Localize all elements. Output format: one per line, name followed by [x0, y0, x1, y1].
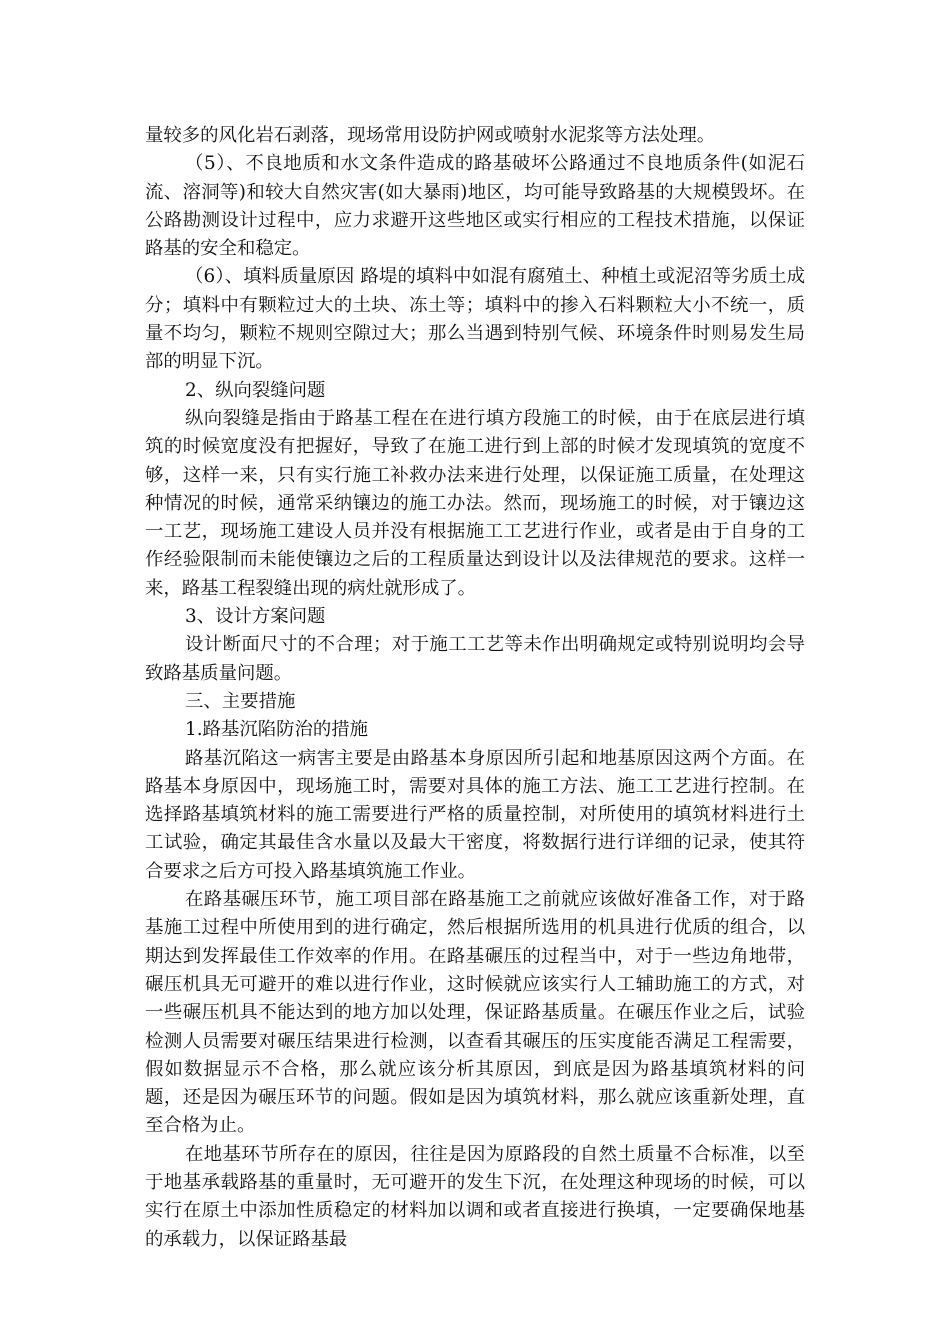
- paragraph-design-issues: 设计断面尺寸的不合理；对于施工工艺等未作出明确规定或特别说明均会导致路基质量问题。: [145, 634, 805, 684]
- subsection-heading-settlement-prevention: 1.路基沉陷防治的措施: [185, 719, 369, 741]
- paragraph-settlement-causes: 路基沉陷这一病害主要是由路基本身原因所引起和地基原因这两个方面。在路基本身原因中，现场施工时，需要对具体的施工方法、施工工艺进行控制。在选择路基填筑材料的施工需要进行严格的质量控制，对所使用的填筑材料进行土工试验，确定其最佳含水量以及最大干密度，将数据行进行详细的记录，使其符合要求之后方可投入路基填筑施工作业。: [145, 747, 805, 882]
- paragraph-item-5: （5）、不良地质和水文条件造成的路基破坏公路通过不良地质条件(如泥石流、溶洞等)和较大自然灾害(如大暴雨)地区，均可能导致路基的大规模毁坏。在公路勘测设计过程中，应力求避开这些地区或实行相应的工程技术措施，以保证路基的安全和稳定。: [145, 153, 805, 260]
- paragraph-longitudinal-cracks: 纵向裂缝是指由于路基工程在在进行填方段施工的时候，由于在底层进行填筑的时候宽度没有把握好，导致了在施工进行到上部的时候才发现填筑的宽度不够，这样一来，只有实行施工补救办法来进行处理，以保证施工质量，在处理这种情况的时候，通常采纳镶边的施工办法。然而，现场施工的时候，对于镶边这一工艺，现场施工建设人员并没有根据施工工艺进行作业，或者是由于自身的工作经验限制而未能使镶边之后的工程质量达到设计以及法律规范的要求。这样一来，路基工程裂缝出现的病灶就形成了。: [145, 407, 805, 599]
- section-heading-design-issues: 3、设计方案问题: [185, 606, 326, 628]
- paragraph-foundation: 在地基环节所存在的原因，往往是因为原路段的自然土质量不合标准，以至于地基承载路基的重量时，无可避开的发生下沉，在处理这种现场的时候，可以实行在原土中添加性质稳定的材料加以调和或者直接进行换填，一定要确保地基的承载力，以保证路基最: [145, 1143, 805, 1250]
- section-heading-longitudinal-cracks: 2、纵向裂缝问题: [185, 379, 326, 401]
- paragraph-continuation: 量较多的风化岩石剥落，现场常用设防护网或喷射水泥浆等方法处理。: [145, 125, 716, 146]
- paragraph-item-6: （6）、填料质量原因 路堤的填料中如混有腐殖土、种植土或泥沼等劣质土成分；填料中有颗粒过大的土块、冻土等；填料中的掺入石料颗粒大小不统一，质量不均匀，颗粒不规则空隙过大；那么当遇到特别气候、环境条件时则易发生局部的明显下沉。: [145, 266, 805, 373]
- section-heading-main-measures: 三、主要措施: [185, 690, 296, 712]
- document-body: [145, 122, 805, 1254]
- paragraph-compaction: 在路基碾压环节，施工项目部在路基施工之前就应该做好准备工作，对于路基施工过程中所使用到的进行确定，然后根据所选用的机具进行优质的组合，以期达到发挥最佳工作效率的作用。在路基碾压的过程当中，对于一些边角地带，碾压机具无可避开的难以进行作业，这时候就应该实行人工辅助施工的方式，对一些碾压机具不能达到的地方加以处理，保证路基质量。在碾压作业之后，试验检测人员需要对碾压结果进行检测，以查看其碾压的压实度能否满足工程需要，假如数据显示不合格，那么就应该分析其原因，到底是因为路基填筑材料的问题，还是因为碾压环节的问题。假如是因为填筑材料，那么就应该重新处理，直至合格为止。: [145, 889, 805, 1137]
